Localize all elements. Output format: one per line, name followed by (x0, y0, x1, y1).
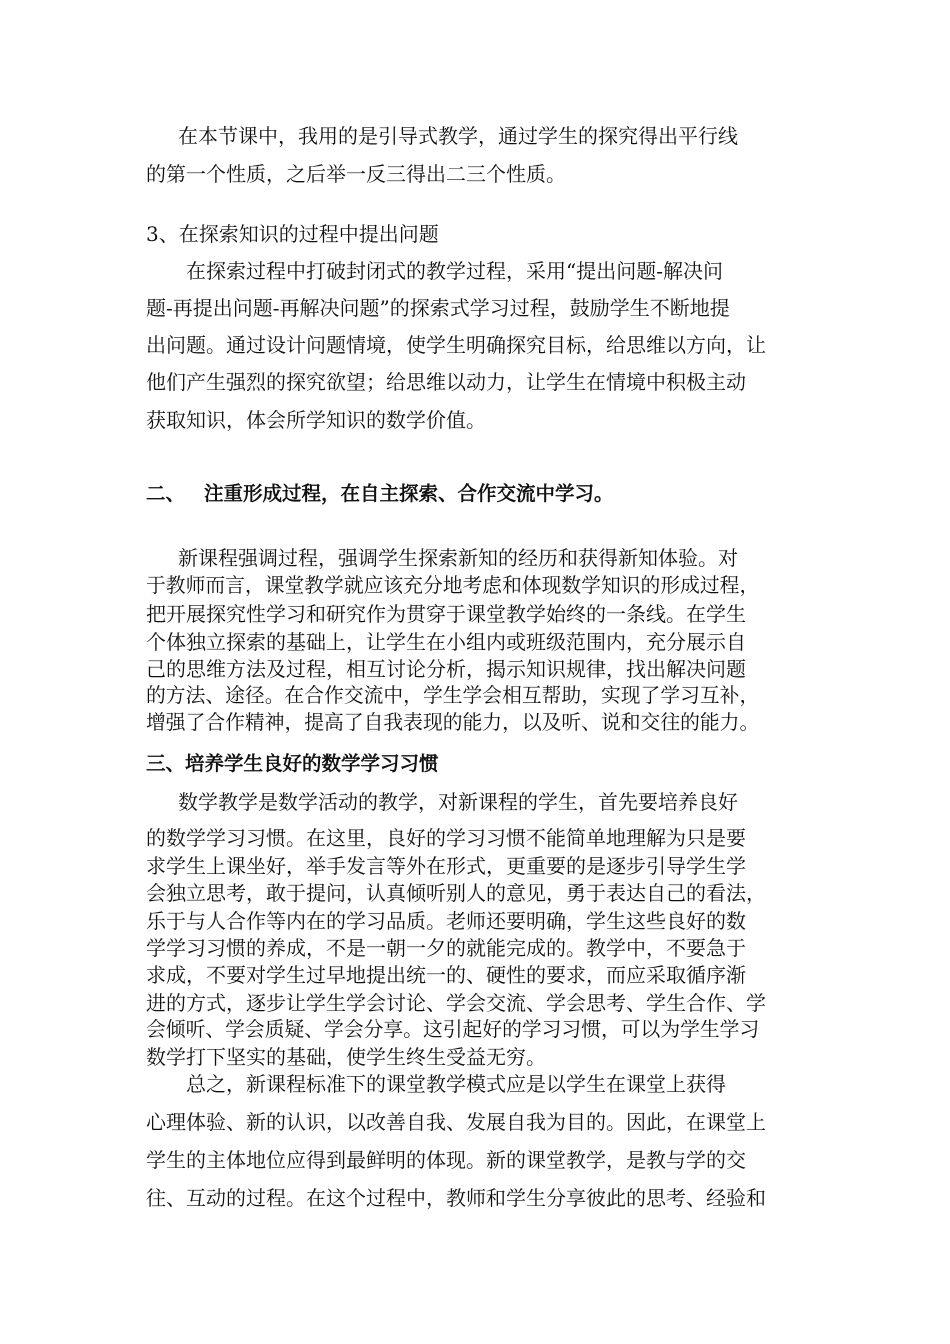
paragraph-4-line-4: 会独立思考，敢于提问，认真倾听别人的意见，勇于表达自己的看法， (146, 881, 766, 905)
paragraph-5-line-2: 心理体验、新的认识，以改善自我、发展自我为目的。因此，在课堂上 (146, 1110, 766, 1134)
section-3-title: 三、培养学生良好的数学学习习惯 (146, 752, 439, 775)
paragraph-3-line-3: 把开展探究性学习和研究作为贯穿于课堂教学始终的一条线。在学生 (146, 602, 746, 626)
paragraph-4-line-8: 进的方式，逐步让学生学会讨论、学会交流、学会思考、学生合作、学 (146, 991, 766, 1015)
paragraph-3-line-4: 个体独立探索的基础上，让学生在小组内或班级范围内，充分展示自 (146, 630, 746, 654)
paragraph-2-line-4: 他们产生强烈的探究欲望；给思维以动力，让学生在情境中积极主动 (146, 370, 746, 394)
paragraph-5-line-4: 往、互动的过程。在这个过程中，教师和学生分享彼此的思考、经验和 (146, 1186, 766, 1210)
paragraph-2-line-2: 题-再提出问题-再解决问题”的探索式学习过程，鼓励学生不断地提 (146, 296, 730, 320)
paragraph-2-line-3: 出问题。通过设计问题情境，使学生明确探究目标，给思维以方向，让 (146, 333, 766, 357)
paragraph-3-line-5: 己的思维方法及过程，相互讨论分析，揭示知识规律，找出解决问题 (146, 657, 746, 681)
paragraph-3-line-2: 于教师而言，课堂教学就应该充分地考虑和体现数学知识的形成过程， (146, 574, 760, 597)
paragraph-4-line-10: 数学打下坚实的基础，使学生终生受益无穷。 (146, 1045, 546, 1069)
paragraph-4-line-9: 会倾听、学会质疑、学会分享。这引起好的学习习惯，可以为学生学习 (146, 1018, 760, 1041)
paragraph-4-line-2: 的数学学习习惯。在这里，良好的学习习惯不能简单地理解为只是要 (146, 826, 746, 850)
paragraph-5-line-3: 学生的主体地位应得到最鲜明的体现。新的课堂教学，是教与学的交 (146, 1148, 746, 1172)
paragraph-3-line-1: 新课程强调过程，强调学生探索新知的经历和获得新知体验。对 (178, 546, 738, 570)
paragraph-4-line-5: 乐于与人合作等内在的学习品质。老师还要明确，学生这些良好的数 (146, 909, 746, 933)
paragraph-4-line-7: 求成，不要对学生过早地提出统一的、硬性的要求，而应采取循序渐 (146, 963, 746, 987)
section-2-title: 注重形成过程，在自主探索、合作交流中学习。 (204, 482, 614, 505)
paragraph-2-line-5: 获取知识，体会所学知识的数学价值。 (146, 408, 486, 432)
paragraph-1-line-1: 在本节课中，我用的是引导式教学，通过学生的探究得出平行线 (178, 124, 738, 148)
paragraph-4-line-6: 学学习习惯的养成，不是一朝一夕的就能完成的。教学中，不要急于 (146, 936, 746, 960)
paragraph-3-line-6: 的方法、途径。在合作交流中，学生学会相互帮助，实现了学习互补， (146, 684, 760, 707)
paragraph-4-line-3: 求学生上课坐好，举手发言等外在形式，更重要的是逐步引导学生学 (146, 854, 746, 878)
paragraph-2-line-1: 在探索过程中打破封闭式的教学过程，采用“提出问题-解决问 (186, 259, 723, 283)
paragraph-3-line-7: 增强了合作精神，提高了自我表现的能力，以及听、说和交往的能力。 (146, 711, 760, 734)
paragraph-1-line-2: 的第一个性质，之后举一反三得出二三个性质。 (146, 162, 566, 186)
paragraph-4-line-1: 数学教学是数学活动的教学，对新课程的学生，首先要培养良好 (178, 790, 738, 814)
subheading-3: 3、在探索知识的过程中提出问题 (146, 222, 439, 246)
paragraph-5-line-1: 总之，新课程标准下的课堂教学模式应是以学生在课堂上获得 (186, 1072, 726, 1096)
section-2-number: 二、 (146, 482, 186, 505)
